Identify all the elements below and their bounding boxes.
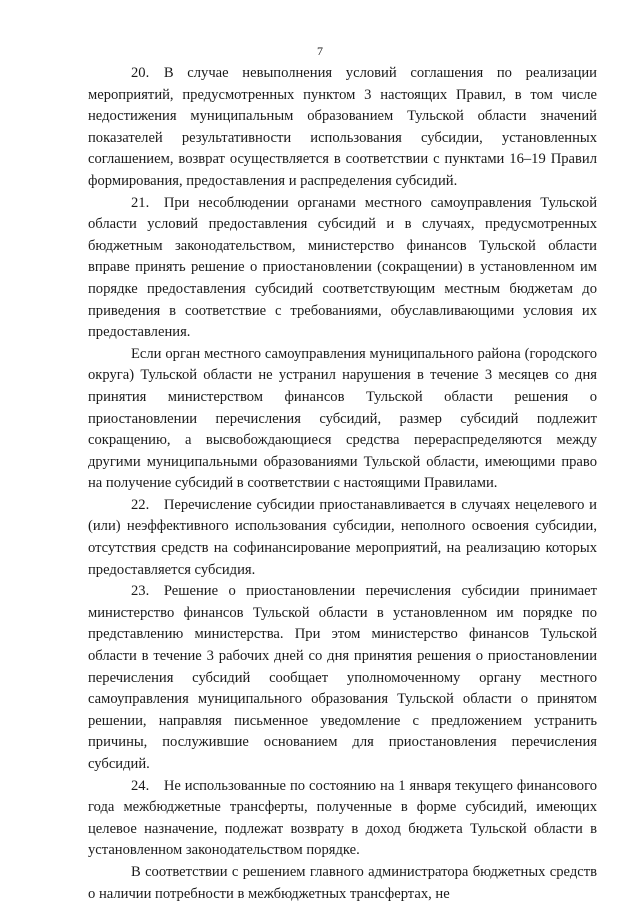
paragraph-24: 24. Не использованные по состоянию на 1 января текущего финансового года межбюджетные трансферты, полученные в форме субсидий, имеющих целевое назначение, подлежат возврату в доход бюджета Тульской области в установленном законодательством порядке.: [88, 777, 597, 859]
paragraph-20: 20. В случае невыполнения условий соглашения по реализации мероприятий, предусмотренных пунктом 3 настоящих Правил, в том числе недостижения муниципальным образованием Тульской области значений показателей результативности использования субсидии, установленных соглашением, возврат осуществляется в соответствии с пунктами 16–19 Правил формирования, предоставления и распределения субсидий.: [88, 65, 597, 189]
paragraph-23: 23. Решение о приостановлении перечисления субсидии принимает министерство финансов Тульской области в установленном им порядке по представлению министерства. При этом министерство финансов Тульской области в течение 3 рабочих дней со дня принятия решения о приостановлении перечисления субсидий сообщает уполномоченному органу местного самоуправления муниципального образования Тульской области о принятом решении, направляя письменное уведомление с предложением устранить причины, послужившие основанием для приостановления перечисления субсидий.: [88, 583, 597, 772]
paragraph-22: 22. Перечисление субсидии приостанавливается в случаях нецелевого и (или) неэффективного использования субсидии, неполного освоения субсидии, отсутствия средств на софинансирование мероприятий, на реализацию которых предоставляется субсидия.: [88, 496, 597, 578]
document-body: [88, 63, 597, 905]
page-number: 7: [317, 44, 323, 58]
paragraph-24-continuation: В соответствии с решением главного администратора бюджетных средств о наличии потребности в межбюджетных трансфертах, не: [88, 863, 597, 902]
paragraph-21: 21. При несоблюдении органами местного самоуправления Тульской области условий предоставления субсидий и в случаях, предусмотренных бюджетным законодательством, министерство финансов Тульской области вправе принять решение о приостановлении (сокращении) в установленном им порядке предоставления субсидий соответствующим местным бюджетам до приведения в соответствие с требованиями, обуславливающими условия их предоставления.: [88, 194, 597, 341]
paragraph-21-continuation: Если орган местного самоуправления муниципального района (городского округа) Тульской области не устранил нарушения в течение 3 месяцев со дня принятия министерством финансов Тульской области решения о приостановлении перечисления субсидий, размер субсидий подлежит сокращению, а высвобождающиеся средства перераспределяются между другими муниципальными образованиями Тульской области, имеющими право на получение субсидий в соответствии с настоящими Правилами.: [88, 345, 597, 492]
